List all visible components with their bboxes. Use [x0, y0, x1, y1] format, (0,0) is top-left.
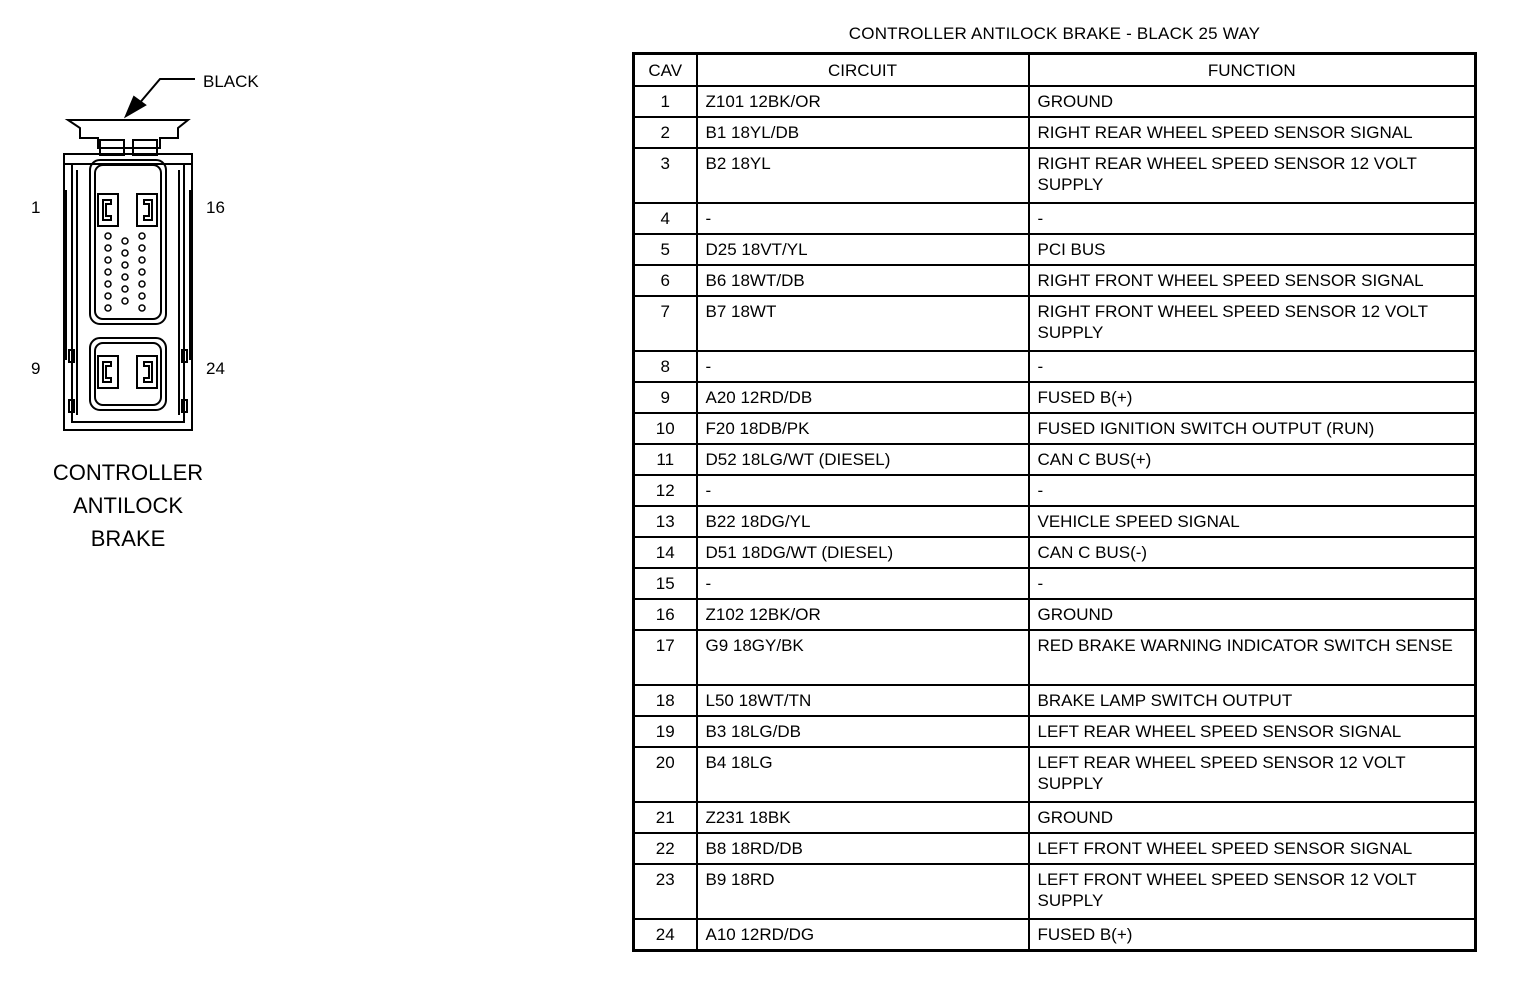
- pin-label-9: 9: [31, 359, 41, 378]
- circuit-cell: Z231 18BK: [697, 802, 1029, 833]
- table-row: [634, 413, 1476, 444]
- cav-cell: 15: [634, 568, 697, 599]
- function-cell: LEFT REAR WHEEL SPEED SENSOR 12 VOLT SUPPLY: [1029, 747, 1476, 802]
- table-row: [634, 296, 1476, 351]
- circuit-cell: -: [697, 568, 1029, 599]
- function-cell: RIGHT REAR WHEEL SPEED SENSOR SIGNAL: [1029, 117, 1476, 148]
- circuit-cell: F20 18DB/PK: [697, 413, 1029, 444]
- circuit-cell: L50 18WT/TN: [697, 685, 1029, 716]
- table-row: [634, 86, 1476, 117]
- housing-outer: [64, 154, 192, 430]
- table-row: [634, 833, 1476, 864]
- table-row: [634, 351, 1476, 382]
- table-header-row: [634, 54, 1476, 87]
- cav-cell: 22: [634, 833, 697, 864]
- circuit-cell: B1 18YL/DB: [697, 117, 1029, 148]
- table-row: [634, 747, 1476, 802]
- cav-cell: 20: [634, 747, 697, 802]
- cav-cell: 19: [634, 716, 697, 747]
- component-name: [48, 456, 208, 555]
- header-cav: CAV: [634, 54, 697, 87]
- circuit-cell: B4 18LG: [697, 747, 1029, 802]
- function-cell: LEFT FRONT WHEEL SPEED SENSOR 12 VOLT SUPPLY: [1029, 864, 1476, 919]
- circuit-cell: B9 18RD: [697, 864, 1029, 919]
- pinout-table: [632, 52, 1477, 952]
- table-body: [634, 86, 1476, 950]
- circuit-cell: B22 18DG/YL: [697, 506, 1029, 537]
- cav-cell: 9: [634, 382, 697, 413]
- table-row: [634, 864, 1476, 919]
- circuit-cell: A10 12RD/DG: [697, 919, 1029, 950]
- table-row: [634, 444, 1476, 475]
- cav-cell: 3: [634, 148, 697, 203]
- function-cell: RIGHT FRONT WHEEL SPEED SENSOR 12 VOLT SUPPLY: [1029, 296, 1476, 351]
- connector-face-drawing: [0, 60, 290, 460]
- cav-cell: 18: [634, 685, 697, 716]
- cav-cell: 13: [634, 506, 697, 537]
- circuit-cell: Z101 12BK/OR: [697, 86, 1029, 117]
- table-row: [634, 265, 1476, 296]
- function-cell: -: [1029, 475, 1476, 506]
- table-row: [634, 382, 1476, 413]
- cav-cell: 21: [634, 802, 697, 833]
- function-cell: FUSED B(+): [1029, 382, 1476, 413]
- circuit-cell: B2 18YL: [697, 148, 1029, 203]
- function-cell: LEFT FRONT WHEEL SPEED SENSOR SIGNAL: [1029, 833, 1476, 864]
- table-row: [634, 802, 1476, 833]
- cav-cell: 12: [634, 475, 697, 506]
- circuit-cell: D25 18VT/YL: [697, 234, 1029, 265]
- connector-color-label: BLACK: [203, 72, 259, 91]
- cav-cell: 10: [634, 413, 697, 444]
- cav-cell: 1: [634, 86, 697, 117]
- circuit-cell: B8 18RD/DB: [697, 833, 1029, 864]
- lower-cavity-block: [90, 338, 166, 410]
- terminal-large-24: [137, 356, 157, 388]
- table-row: [634, 234, 1476, 265]
- header-circuit: CIRCUIT: [697, 54, 1029, 87]
- cav-cell: 14: [634, 537, 697, 568]
- function-cell: FUSED IGNITION SWITCH OUTPUT (RUN): [1029, 413, 1476, 444]
- circuit-cell: A20 12RD/DB: [697, 382, 1029, 413]
- table-row: [634, 475, 1476, 506]
- function-cell: GROUND: [1029, 802, 1476, 833]
- component-name-line: ANTILOCK: [72, 493, 184, 518]
- table-row: [634, 685, 1476, 716]
- header-function: FUNCTION: [1029, 54, 1476, 87]
- latch-top: [68, 120, 188, 148]
- function-cell: RIGHT REAR WHEEL SPEED SENSOR 12 VOLT SUPPLY: [1029, 148, 1476, 203]
- circuit-cell: B3 18LG/DB: [697, 716, 1029, 747]
- cav-cell: 17: [634, 630, 697, 685]
- table-row: [634, 203, 1476, 234]
- table-row: [634, 537, 1476, 568]
- housing-inner: [72, 164, 184, 422]
- cav-cell: 24: [634, 919, 697, 950]
- table-row: [634, 506, 1476, 537]
- circuit-cell: G9 18GY/BK: [697, 630, 1029, 685]
- table-row: [634, 148, 1476, 203]
- pin-label-1: 1: [31, 198, 41, 217]
- circuit-cell: B6 18WT/DB: [697, 265, 1029, 296]
- table-title: CONTROLLER ANTILOCK BRAKE - BLACK 25 WAY: [848, 24, 1261, 43]
- cav-cell: 8: [634, 351, 697, 382]
- function-cell: GROUND: [1029, 599, 1476, 630]
- table-row: [634, 919, 1476, 950]
- function-cell: -: [1029, 351, 1476, 382]
- cav-cell: 6: [634, 265, 697, 296]
- circuit-cell: B7 18WT: [697, 296, 1029, 351]
- connector-diagram: [0, 60, 290, 460]
- cav-cell: 2: [634, 117, 697, 148]
- cav-cell: 5: [634, 234, 697, 265]
- circuit-cell: D51 18DG/WT (DIESEL): [697, 537, 1029, 568]
- function-cell: -: [1029, 568, 1476, 599]
- table-row: [634, 568, 1476, 599]
- circuit-cell: -: [697, 203, 1029, 234]
- circuit-cell: Z102 12BK/OR: [697, 599, 1029, 630]
- function-cell: LEFT REAR WHEEL SPEED SENSOR SIGNAL: [1029, 716, 1476, 747]
- circuit-cell: -: [697, 351, 1029, 382]
- function-cell: BRAKE LAMP SWITCH OUTPUT: [1029, 685, 1476, 716]
- function-cell: -: [1029, 203, 1476, 234]
- table-row: [634, 599, 1476, 630]
- cav-cell: 23: [634, 864, 697, 919]
- terminal-large-9: [98, 356, 118, 388]
- table-row: [634, 630, 1476, 685]
- function-cell: VEHICLE SPEED SIGNAL: [1029, 506, 1476, 537]
- function-cell: FUSED B(+): [1029, 919, 1476, 950]
- terminal-large-1: [98, 194, 118, 226]
- component-name-line: CONTROLLER: [52, 460, 204, 485]
- circuit-cell: D52 18LG/WT (DIESEL): [697, 444, 1029, 475]
- pin-label-24: 24: [206, 359, 225, 378]
- component-name-line: BRAKE: [90, 526, 166, 551]
- function-cell: GROUND: [1029, 86, 1476, 117]
- pin-label-16: 16: [206, 198, 225, 217]
- small-pin-dots: [105, 233, 145, 311]
- cav-cell: 7: [634, 296, 697, 351]
- table-row: [634, 117, 1476, 148]
- function-cell: CAN C BUS(+): [1029, 444, 1476, 475]
- terminal-large-16: [137, 194, 157, 226]
- circuit-cell: -: [697, 475, 1029, 506]
- table-row: [634, 716, 1476, 747]
- function-cell: PCI BUS: [1029, 234, 1476, 265]
- cav-cell: 16: [634, 599, 697, 630]
- function-cell: RED BRAKE WARNING INDICATOR SWITCH SENSE: [1029, 630, 1476, 685]
- cav-cell: 4: [634, 203, 697, 234]
- cav-cell: 11: [634, 444, 697, 475]
- function-cell: RIGHT FRONT WHEEL SPEED SENSOR SIGNAL: [1029, 265, 1476, 296]
- function-cell: CAN C BUS(-): [1029, 537, 1476, 568]
